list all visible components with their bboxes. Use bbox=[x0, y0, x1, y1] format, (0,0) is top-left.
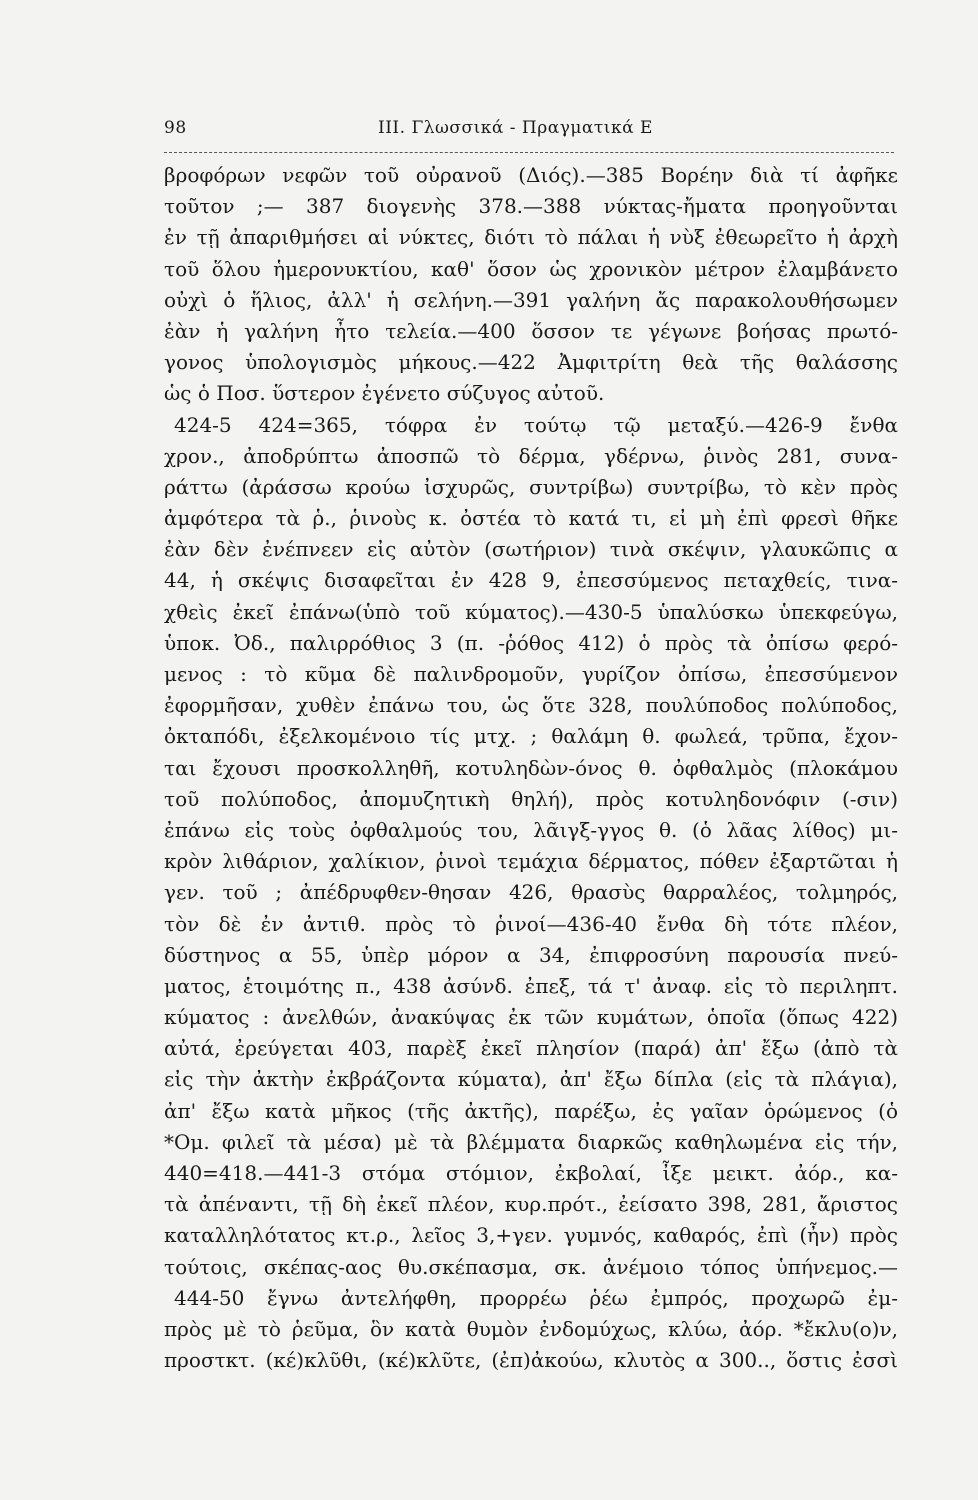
text-line: βροφόρων νεφῶν τοῦ οὐρανοῦ (Διός).—385 Βορέην διὰ τί ἀφῆκε bbox=[164, 163, 898, 187]
running-head: ΙΙΙ. Γλωσσικά - Πραγματικά Ε bbox=[378, 118, 653, 138]
page-number: 98 bbox=[164, 118, 187, 138]
text-line: 440=418.—441-3 στόμα στόμιον, ἐκβολαί, ἶξε μεικτ. ἀόρ., κα- bbox=[164, 1161, 898, 1185]
text-line: ἀμφότερα τὰ ῥ., ῥινοὺς κ. ὀστέα τὸ κατά τι, εἰ μὴ ἐπὶ φρεσὶ θῆκε bbox=[164, 506, 898, 531]
text-line: ὀκταπόδι, ἐξελκομένοιο τίς μτχ. ; θαλάμη θ. φωλεά, τρῦπα, ἔχον- bbox=[164, 724, 898, 749]
page-header bbox=[164, 118, 734, 144]
text-line: ματος, ἑτοιμότης π., 438 ἀσύνδ. ἐπεξ, τά τ' ἀναφ. εἰς τὸ περιληπτ. bbox=[164, 973, 898, 998]
text-line: εἰς τὴν ἀκτὴν ἐκβράζοντα κύματα), ἀπ' ἔξω δίπλα (εἰς τὰ πλάγια), bbox=[164, 1067, 898, 1092]
text-line: ται ἔχουσι προσκολληθῆ, κοτυληδὼν-όνος θ. ὀφθαλμὸς (πλοκάμου bbox=[164, 755, 898, 780]
text-line: κύματος : ἀνελθών, ἀνακύψας ἐκ τῶν κυμάτων, ὁποῖα (ὅπως 422) bbox=[164, 1005, 898, 1030]
text-line: ἀπ' ἔξω κατὰ μῆκος (τῆς ἀκτῆς), παρέξω, ἐς γαῖαν ὁρώμενος (ὁ bbox=[164, 1098, 898, 1123]
text-line: κρὸν λιθάριον, χαλίκιον, ῥινοὶ τεμάχια δέρματος, πόθεν ἐξαρτῶται ἡ bbox=[164, 849, 898, 874]
header-rule bbox=[164, 152, 894, 153]
text-line: 424-5 424=365, τόφρα ἐν τούτῳ τῷ μεταξύ.—426-9 ἔνθα bbox=[174, 412, 898, 437]
text-line: δύστηνος α 55, ὑπὲρ μόρον α 34, ἐπιφροσύνη παρουσία πνεύ- bbox=[164, 942, 898, 967]
text-line: μενος : τὸ κῦμα δὲ παλινδρομοῦν, γυρίζον ὀπίσω, ἐπεσσύμενον bbox=[164, 662, 898, 686]
text-line: ἐὰν δὲν ἐνέπνεεν εἰς αὐτὸν (σωτήριον) τινὰ σκέψιν, γλαυκῶπις α bbox=[164, 537, 898, 562]
commentary-text bbox=[164, 160, 898, 1376]
text-line: προστκτ. (κέ)κλῦθι, (κέ)κλῦτε, (ἐπ)ἀκούω, κλυτὸς α 300.., ὅστις ἐσσὶ bbox=[164, 1348, 898, 1373]
text-line: πρὸς μὲ τὸ ῥεῦμα, ὃν κατὰ θυμὸν ἐνδομύχως, κλύω, ἀόρ. *ἔκλυ(ο)ν, bbox=[164, 1316, 898, 1341]
text-line: ἐπάνω εἰς τοὺς ὀφθαλμούς του, λᾶιγξ-γγος θ. (ὁ λᾶας λίθος) μι- bbox=[164, 817, 898, 842]
text-line: χρον., ἀποδρύπτω ἀποσπῶ τὸ δέρμα, γδέρνω, ῥινὸς 281, συνα- bbox=[164, 443, 898, 468]
text-line: οὐχὶ ὁ ἥλιος, ἀλλ' ἡ σελήνη.—391 γαλήνη ἄς παρακολουθήσωμεν bbox=[164, 287, 898, 312]
text-line: ὑποκ. Ὀδ., παλιρρόθιος 3 (π. -ῥόθος 412) ὁ πρὸς τὰ ὀπίσω φερό- bbox=[164, 630, 898, 655]
text-line: ἐὰν ἡ γαλήνη ἦτο τελεία.—400 ὅσσον τε γέγωνε βοήσας πρωτό- bbox=[164, 318, 898, 343]
text-line: τὰ ἀπέναντι, τῇ δὴ ἐκεῖ πλέον, κυρ.πρότ., ἐείσατο 398, 281, ἄριστος bbox=[164, 1192, 898, 1217]
text-line: 44, ἡ σκέψις δισαφεῖται ἐν 428 9, ἐπεσσύμενος πεταχθείς, τινα- bbox=[164, 568, 898, 593]
text-line: τοῦ ὅλου ἡμερονυκτίου, καθ' ὅσον ὡς χρονικὸν μέτρον ἐλαμβάνετο bbox=[164, 256, 898, 281]
text-line: *Ομ. φιλεῖ τὰ μέσα) μὲ τὰ βλέμματα διαρκῶς καθηλωμένα εἰς τήν, bbox=[164, 1129, 898, 1154]
text-line: ὡς ὁ Ποσ. ὕστερον ἐγένετο σύζυγος αὐτοῦ. bbox=[164, 381, 605, 406]
text-line: αὐτά, ἐρεύγεται 403, παρὲξ ἐκεῖ πλησίον (παρά) ἀπ' ἔξω (ἀπὸ τὰ bbox=[164, 1036, 898, 1061]
text-line: γεν. τοῦ ; ἀπέδρυφθεν-θησαν 426, θρασὺς θαρραλέος, τολμηρός, bbox=[164, 880, 898, 905]
text-line: τούτοις, σκέπας-αος θυ.σκέπασμα, σκ. ἀνέμοιο τόπος ὑπήνεμος.— bbox=[164, 1254, 898, 1279]
text-line: τὸν δὲ ἐν ἀντιθ. πρὸς τὸ ῥινοί—436-40 ἔνθα δὴ τότε πλέον, bbox=[164, 911, 898, 936]
text-line: χθεὶς ἐκεῖ ἐπάνω(ὑπὸ τοῦ κύματος).—430-5 ὑπαλύσκω ὑπεκφεύγω, bbox=[164, 599, 898, 624]
text-line: ράττω (ἀράσσω κρούω ἰσχυρῶς, συντρίβω) συντρίβω, τὸ κὲν πρὸς bbox=[164, 474, 898, 499]
text-line: τοῦτον ;— 387 διογενὴς 378.—388 νύκτας-ἤματα προηγοῦνται bbox=[164, 194, 898, 219]
text-line: τοῦ πολύποδος, ἀπομυζητικὴ θηλή), πρὸς κοτυληδονόφιν (-σιν) bbox=[164, 786, 898, 811]
text-line: γονος ὑπολογισμὸς μήκους.—422 Ἀμφιτρίτη θεὰ τῆς θαλάσσης bbox=[164, 350, 898, 375]
text-line: 444-50 ἔγνω ἀντελήφθη, προρρέω ῥέω ἐμπρός, προχωρῶ ἐμ- bbox=[174, 1285, 898, 1310]
text-line: καταλληλότατος κτ.ρ., λεῖος 3,+γεν. γυμνός, καθαρός, ἐπὶ (ἦν) πρὸς bbox=[164, 1223, 898, 1248]
text-line: ἐφορμῆσαν, χυθὲν ἐπάνω του, ὡς ὅτε 328, πουλύποδος πολύποδος, bbox=[164, 693, 898, 718]
text-line: ἐν τῇ ἀπαριθμήσει αἱ νύκτες, διότι τὸ πάλαι ἡ νὺξ ἐθεωρεῖτο ἡ ἀρχὴ bbox=[164, 225, 898, 250]
